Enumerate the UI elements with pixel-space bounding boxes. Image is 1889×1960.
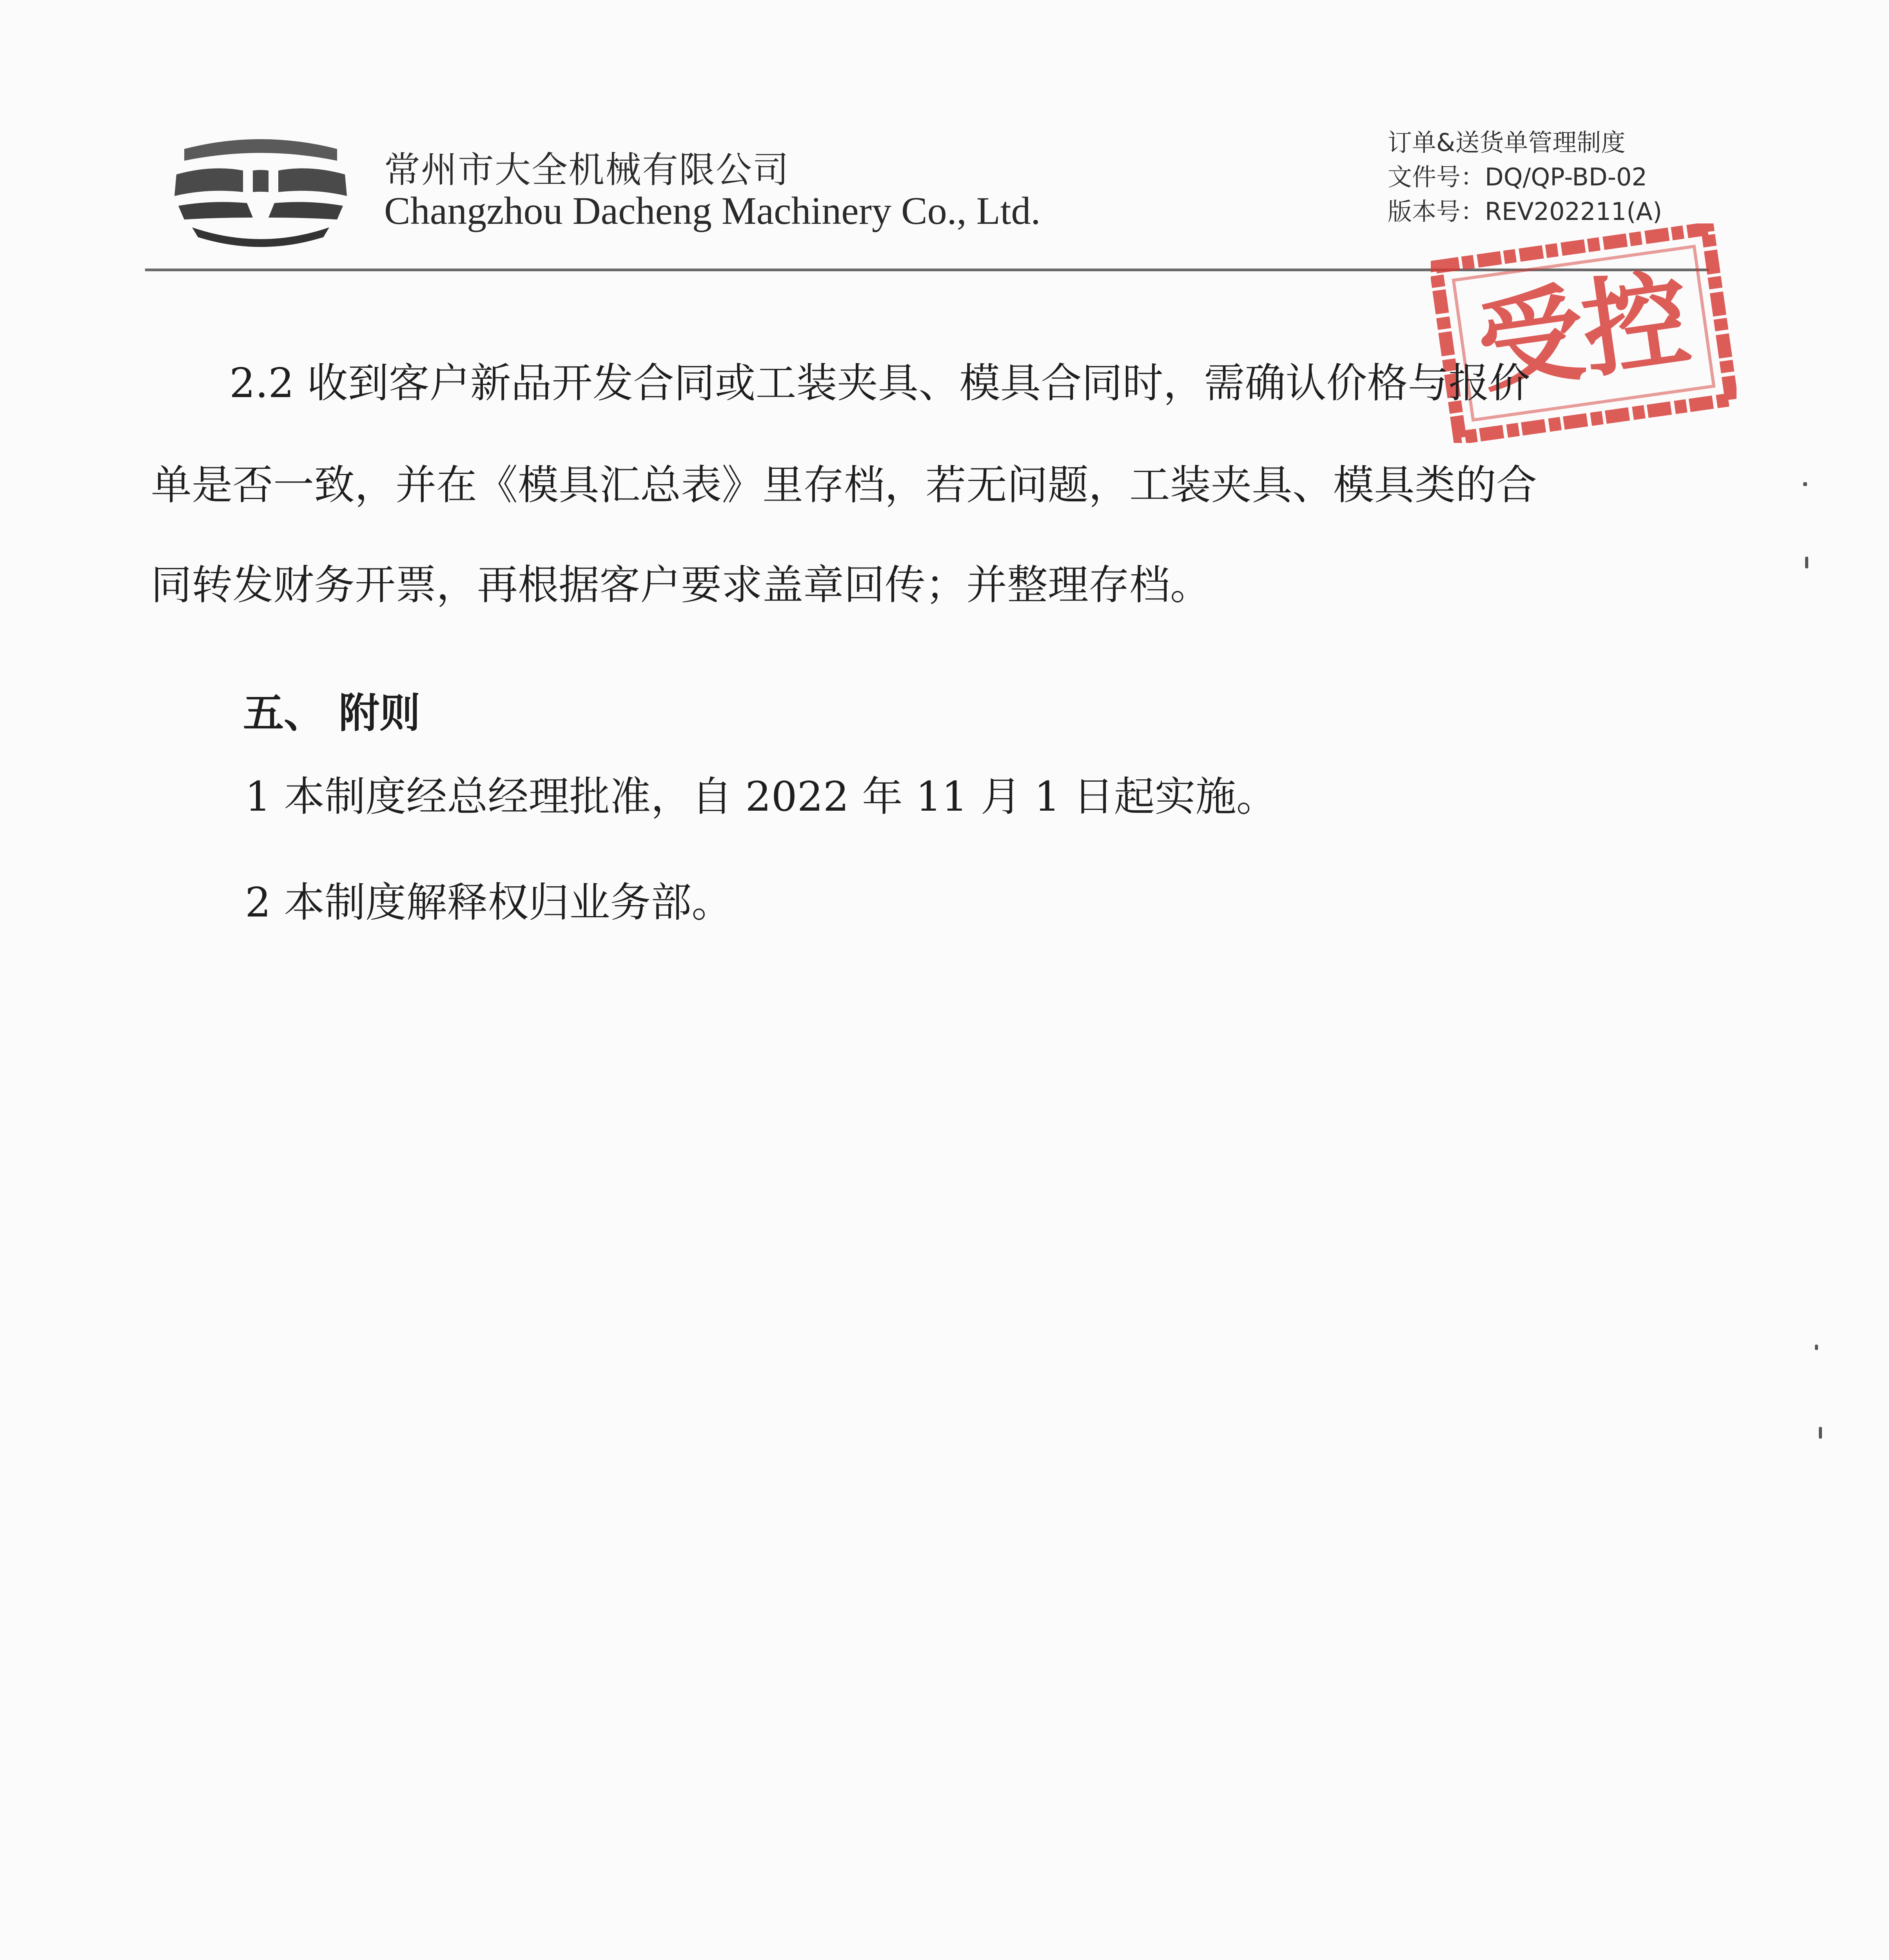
section-5-item-1: 1 本制度经总经理批准，自 2022 年 11 月 1 日起实施。 (245, 773, 1277, 820)
stamp-text: 受控 (1470, 256, 1697, 408)
scan-speck (1805, 557, 1808, 568)
section-5-item-2: 2 本制度解释权归业务部。 (245, 878, 733, 926)
scan-speck (1815, 1345, 1818, 1350)
controlled-copy-stamp (1431, 223, 1737, 443)
document-info (1388, 125, 1662, 229)
section-5-heading: 五、 附则 (243, 689, 421, 737)
scan-speck (1819, 1427, 1822, 1439)
clause-2-2-line-3: 同转发财务开票，再根据客户要求盖章回传；并整理存档。 (151, 561, 1211, 609)
company-logo (169, 133, 353, 251)
document-number: 文件号：DQ/QP-BD-02 (1388, 163, 1647, 191)
clause-2-2-line-2: 单是否一致，并在《模具汇总表》里存档，若无问题，工装夹具、模具类的合 (151, 461, 1537, 509)
company-name-en: Changzhou Dacheng Machinery Co., Ltd. (384, 189, 1041, 232)
company-name-cn: 常州市大全机械有限公司 (384, 149, 790, 191)
scan-speck (1803, 482, 1807, 486)
clause-2-2-line-1: 2.2 收到客户新品开发合同或工装夹具、模具合同时，需确认价格与报价 (229, 359, 1530, 407)
document-title: 订单&送货单管理制度 (1388, 128, 1626, 157)
document-version: 版本号：REV202211(A) (1388, 197, 1662, 226)
